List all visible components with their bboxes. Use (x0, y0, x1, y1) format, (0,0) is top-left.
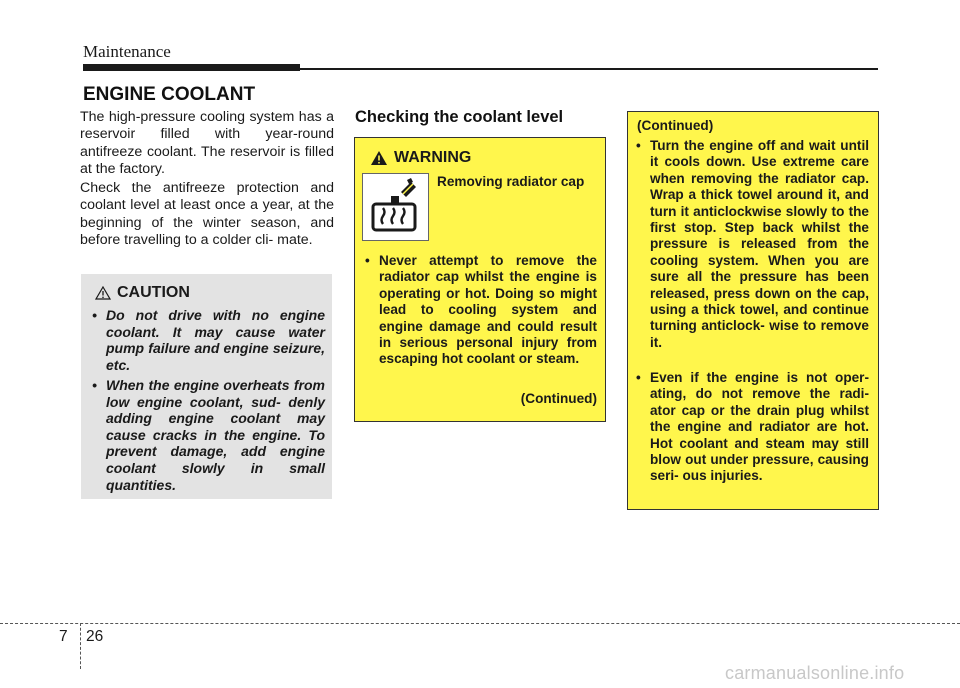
check-paragraph: Check the antifreeze protection and coolant level at least once a year, at the beginning of the winter season, and before travelling to a colder cli- mate. (80, 180, 334, 249)
header-bar (83, 64, 300, 71)
chapter-number: 7 (59, 628, 68, 645)
list-item: • Do not drive with no engine coolant. It may cause water pump failure and engine seizure, etc. (92, 307, 325, 373)
header-rule (300, 68, 878, 70)
section-label: Maintenance (83, 42, 171, 61)
subsection-heading: Checking the coolant level (355, 108, 564, 126)
hot-radiator-cap-icon (362, 173, 429, 241)
continued-label: (Continued) (520, 391, 597, 406)
pictogram-caption: Removing radiator cap (437, 174, 585, 189)
list-item: • Turn the engine off and wait until it cools down. Use extreme care when removing the radiator cap. Wrap a thick towel around it, and turn it anticlockwise slowly to the first stop. Step back whilst the pressure is released from the cooling system. When you are sure all the pressure has been released, press down on the cap, using a thick towel, and continue turning anticlock- wise to remove it. (636, 138, 869, 350)
page-number: 26 (86, 628, 104, 645)
caution-triangle-icon (95, 286, 111, 300)
warning-triangle-icon (370, 150, 388, 166)
page-title: ENGINE COOLANT (83, 84, 256, 105)
list-item: • Even if the engine is not oper- ating, do not remove the radi- ator cap or the drain plug whilst the engine and radiator are hot. Hot coolant and steam may still blow out under pressure, causing seri- ous injuries. (636, 370, 869, 484)
watermark: carmanualsonline.info (725, 663, 905, 683)
warning-title-text: WARNING (394, 149, 472, 166)
warning-title (370, 149, 471, 167)
footer-rule (0, 623, 960, 624)
footer-divider (80, 623, 81, 669)
caution-title (95, 284, 190, 302)
caution-title-text: CAUTION (117, 284, 190, 301)
list-item: • When the engine overheats from low engine coolant, sud- denly adding engine coolant may cause cracks in the engine. To prevent damage, add engine coolant slowly in small quantities. (92, 377, 325, 493)
intro-paragraph: The high-pressure cooling system has a reservoir filled with year-round antifreeze coolant. The reservoir is filled at the factory. (80, 109, 334, 178)
continued-label: (Continued) (637, 118, 714, 133)
list-item: • Never attempt to remove the radiator cap whilst the engine is operating or hot. Doing so might lead to cooling system and engine damage and could result in serious personal injury from escaping hot coolant or steam. (365, 253, 597, 367)
